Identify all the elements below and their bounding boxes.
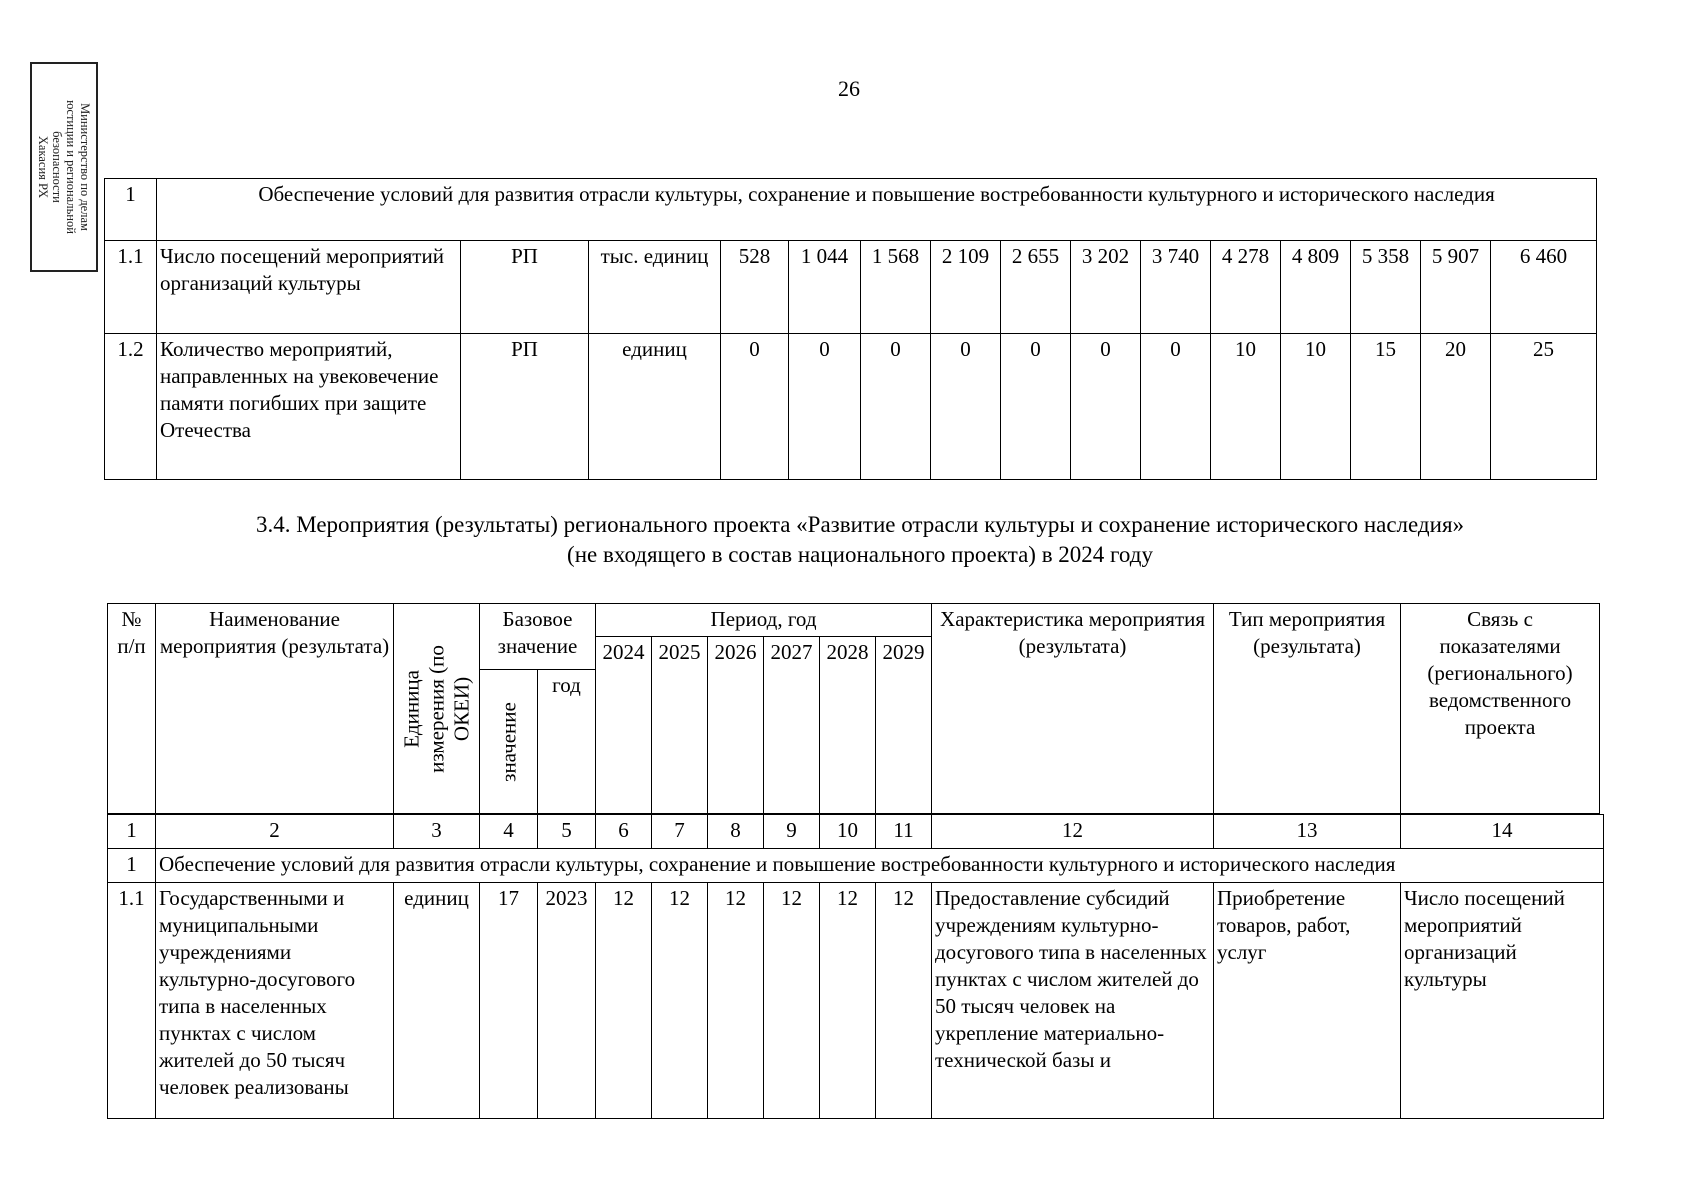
header-year: 2028 — [820, 637, 876, 814]
indicator-value: 0 — [721, 334, 789, 480]
activity-year-value: 12 — [596, 883, 652, 1119]
column-number: 3 — [394, 815, 480, 849]
indicators-section-row — [105, 179, 1597, 241]
activity-year-value: 12 — [764, 883, 820, 1119]
activities-header-table — [107, 603, 1600, 814]
column-number: 14 — [1401, 815, 1604, 849]
activity-year-value: 12 — [652, 883, 708, 1119]
section-heading — [80, 510, 1640, 570]
indicator-value: 0 — [931, 334, 1001, 480]
header-period: Период, год — [596, 604, 932, 637]
indicator-value: 10 — [1281, 334, 1351, 480]
header-unit-line: Единица — [399, 669, 423, 748]
indicator-value: 0 — [861, 334, 931, 480]
header-base: Базовое значение — [480, 604, 596, 670]
activity-unit: единиц — [394, 883, 480, 1119]
indicator-value: 0 — [1071, 334, 1141, 480]
indicator-value: 3 740 — [1141, 241, 1211, 334]
header-base-value — [480, 670, 538, 814]
column-number: 7 — [652, 815, 708, 849]
row-number: 1.2 — [105, 334, 157, 480]
table-row — [108, 883, 1604, 1119]
column-number: 9 — [764, 815, 820, 849]
table-row — [105, 241, 1597, 334]
indicator-value: 528 — [721, 241, 789, 334]
heading-line: 3.4. Мероприятия (результаты) регионального проекта «Развитие отрасли культуры и сохранение исторического наследия» — [255, 512, 1465, 537]
column-number: 2 — [156, 815, 394, 849]
header-year: 2025 — [652, 637, 708, 814]
indicator-value: 0 — [1141, 334, 1211, 480]
indicator-level: РП — [461, 241, 589, 334]
section-number: 1 — [108, 849, 156, 883]
header-year: 2027 — [764, 637, 820, 814]
indicator-value: 0 — [1001, 334, 1071, 480]
indicator-value: 5 907 — [1421, 241, 1491, 334]
activity-year-value: 12 — [820, 883, 876, 1119]
indicator-level: РП — [461, 334, 589, 480]
indicator-value: 4 809 — [1281, 241, 1351, 334]
header-num: № п/п — [108, 604, 156, 814]
header-unit-line: измерения (по — [424, 644, 448, 773]
header-year: 2029 — [876, 637, 932, 814]
indicator-value: 3 202 — [1071, 241, 1141, 334]
column-number: 10 — [820, 815, 876, 849]
header-unit — [394, 604, 480, 814]
indicator-value: 1 044 — [789, 241, 861, 334]
column-number: 1 — [108, 815, 156, 849]
indicator-value: 2 655 — [1001, 241, 1071, 334]
stamp-line: юстиции и региональной — [64, 100, 78, 234]
column-number: 5 — [538, 815, 596, 849]
section-number: 1 — [105, 179, 157, 241]
indicator-value: 10 — [1211, 334, 1281, 480]
header-base-year: год — [538, 670, 596, 814]
activity-link: Число посещений мероприятий организаций культуры — [1401, 883, 1604, 1119]
indicator-value: 20 — [1421, 334, 1491, 480]
column-number: 13 — [1214, 815, 1401, 849]
section-title: Обеспечение условий для развития отрасли культуры, сохранение и повышение востребованности культурного и исторического наследия — [157, 179, 1597, 241]
activity-base-year: 2023 — [538, 883, 596, 1119]
activity-year-value: 12 — [876, 883, 932, 1119]
activity-name: Государственными и муниципальными учреждениями культурно-досугового типа в населенных пунктах с числом жителей до 50 тысяч человек реализованы — [156, 883, 394, 1119]
indicator-value: 2 109 — [931, 241, 1001, 334]
column-number-row — [108, 815, 1604, 849]
column-number: 4 — [480, 815, 538, 849]
column-number: 12 — [932, 815, 1214, 849]
activity-base-value: 17 — [480, 883, 538, 1119]
page-number: 26 — [838, 76, 860, 101]
column-number: 11 — [876, 815, 932, 849]
indicators-table — [104, 178, 1597, 480]
header-row — [108, 604, 1600, 637]
indicator-name: Число посещений мероприятий организаций культуры — [157, 241, 461, 334]
stamp-line: безопасности — [50, 131, 64, 203]
header-unit-text — [399, 645, 474, 773]
header-characteristic: Характеристика мероприятия (результата) — [932, 604, 1214, 814]
indicator-value: 0 — [789, 334, 861, 480]
header-year: 2024 — [596, 637, 652, 814]
activity-type: Приобретение товаров, работ, услуг — [1214, 883, 1401, 1119]
row-number: 1.1 — [108, 883, 156, 1119]
header-link: Связь с показателями (регионального) ведомственного проекта — [1401, 604, 1600, 814]
row-number: 1.1 — [105, 241, 157, 334]
header-base-value-text: значение — [496, 701, 520, 782]
indicator-unit: тыс. единиц — [589, 241, 721, 334]
activity-year-value: 12 — [708, 883, 764, 1119]
indicator-unit: единиц — [589, 334, 721, 480]
header-year: 2026 — [708, 637, 764, 814]
section-title: Обеспечение условий для развития отрасли культуры, сохранение и повышение востребованности культурного и исторического наследия — [156, 849, 1604, 883]
activities-section-row — [108, 849, 1604, 883]
activity-characteristic: Предоставление субсидий учреждениям культурно-досугового типа в населенных пунктах с числом жителей до 50 тысяч человек на укрепление материально-технической базы и — [932, 883, 1214, 1119]
heading-line: (не входящего в состав национального проекта) в 2024 году — [567, 542, 1153, 567]
indicator-value: 15 — [1351, 334, 1421, 480]
indicator-value: 6 460 — [1491, 241, 1597, 334]
activities-table — [107, 814, 1604, 1119]
header-unit-line: ОКЕИ) — [449, 676, 473, 741]
column-number: 8 — [708, 815, 764, 849]
indicator-name: Количество мероприятий, направленных на увековечение памяти погибших при защите Отечества — [157, 334, 461, 480]
header-type: Тип мероприятия (результата) — [1214, 604, 1401, 814]
indicator-value: 4 278 — [1211, 241, 1281, 334]
stamp-line: Хакасия РХ — [36, 135, 50, 199]
indicator-value: 5 358 — [1351, 241, 1421, 334]
column-number: 6 — [596, 815, 652, 849]
indicator-value: 1 568 — [861, 241, 931, 334]
header-name: Наименование мероприятия (результата) — [156, 604, 394, 814]
indicator-value: 25 — [1491, 334, 1597, 480]
stamp-line: Министерство по делам — [78, 103, 92, 231]
table-row — [105, 334, 1597, 480]
